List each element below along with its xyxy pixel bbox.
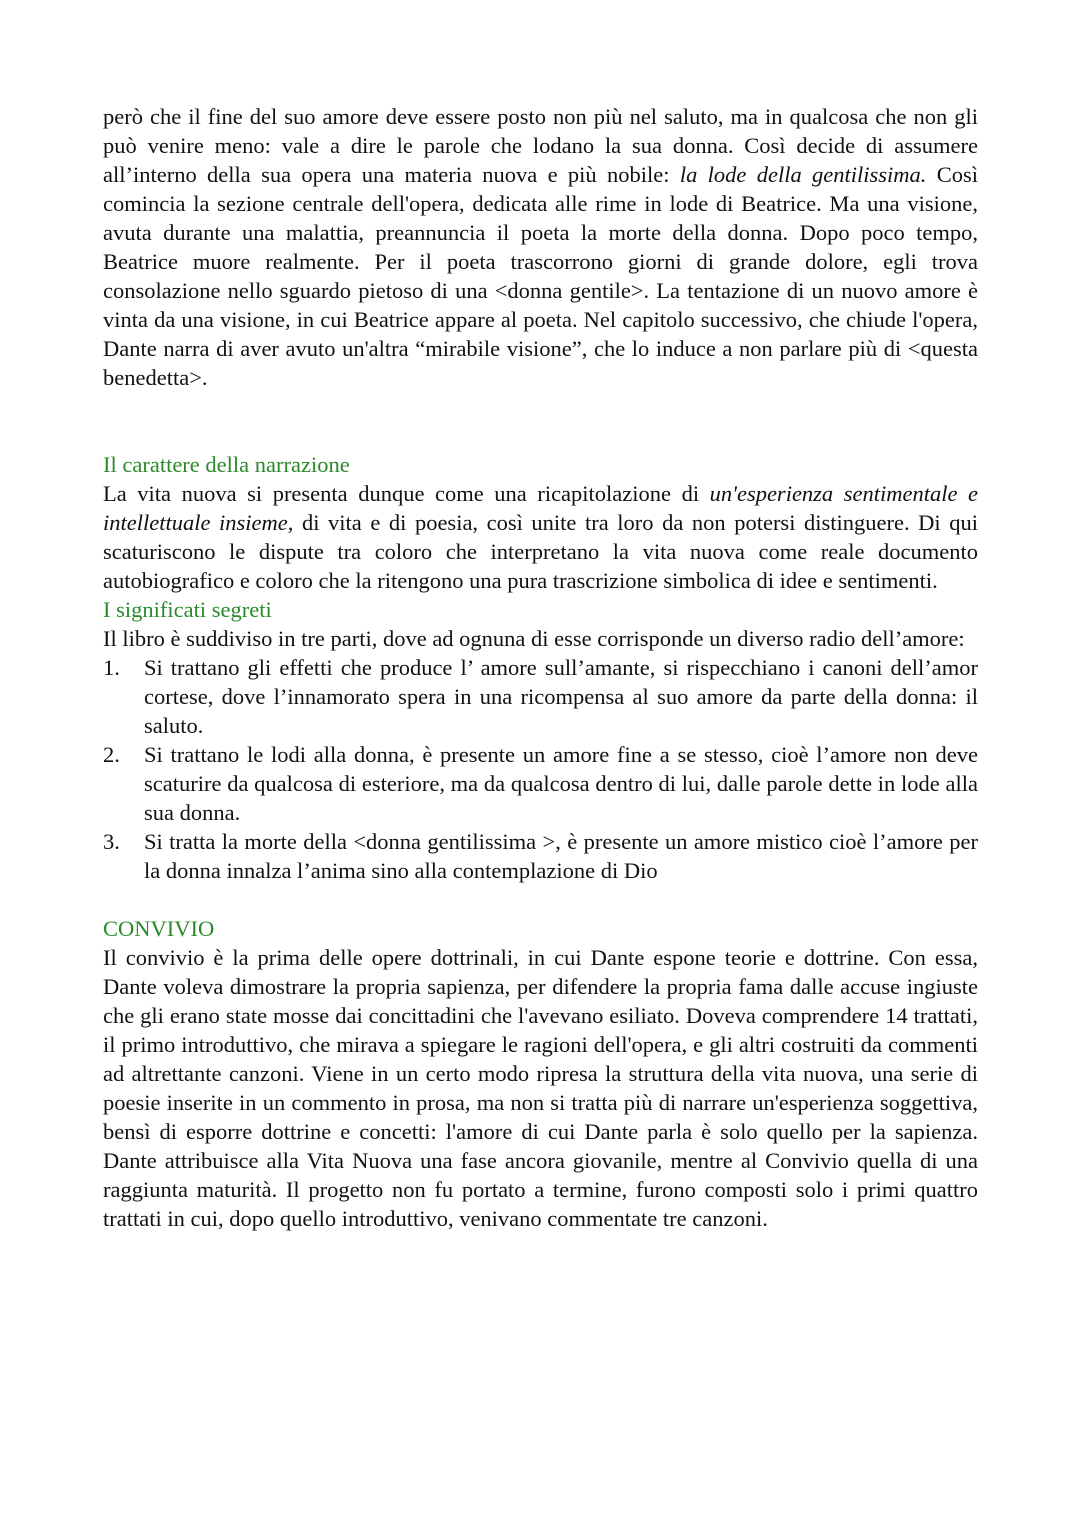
narrazione-italic-phrase: un'esperienza sentimentale e intellettuale insieme, [103, 481, 979, 535]
list-item [103, 653, 978, 740]
heading-significati: I significati segreti [103, 597, 272, 622]
heading-narrazione: Il carattere della narrazione [103, 452, 350, 477]
list-item-text: Si trattano le lodi alla donna, è presente un amore fine a se stesso, cioè l’amore non deve scaturire da qualcosa di esteriore, ma da qualcosa dentro di lui, dalle parole dette in lode alla sua donna. [144, 742, 978, 825]
list-item-text: Si tratta la morte della <donna gentilissima >, è presente un amore mistico cioè l’amore per la donna innalza l’anima sino alla contemplazione di Dio [144, 829, 978, 883]
section-spacer [103, 392, 978, 450]
section-spacer [103, 885, 978, 914]
heading-convivio: CONVIVIO [103, 916, 215, 941]
list-item-number: 2. [103, 742, 120, 767]
significati-intro: Il libro è suddiviso in tre parti, dove ad ognuna di esse corrisponde un diverso radio dell’amore: [103, 626, 965, 651]
intro-paragraph [103, 102, 978, 392]
list-item [103, 827, 978, 885]
convivio-paragraph: Il convivio è la prima delle opere dottrinali, in cui Dante espone teorie e dottrine. Con essa, Dante voleva dimostrare la propria sapienza, per difendere la propria fama dalle accuse ingiuste che gli erano state mosse dai concittadini che l'avevano esiliato. Doveva comprendere 14 trattati, il primo introduttivo, che mirava a spiegare le ragioni dell'opera, e gli altri costruiti da commenti ad altrettante canzoni. Viene in un certo modo ripresa la struttura della vita nuova, una serie di poesie inserite in un commento in prosa, ma non si tratta più di narrare un'esperienza soggettiva, bensì di esporre dottrine e concetti: l'amore di cui Dante parla è solo quello per la sapienza. Dante attribuisce alla Vita Nuova una fase ancora giovanile, mentre al Convivio quella di una raggiunta maturità. Il progetto non fu portato a termine, furono composti solo i primi quattro trattati in cui, dopo quello introduttivo, venivano commentate tre canzoni. [103, 945, 978, 1231]
narrazione-text-part2: di vita e di poesia, così unite tra loro da non potersi distinguere. Di qui scaturiscono le dispute tra coloro che interpretano la vita nuova come reale documento autobiografico e coloro che la ritengono una pura trascrizione simbolica di idee e sentimenti. [103, 510, 978, 593]
list-item-number: 1. [103, 655, 120, 680]
intro-text-part1: però che il fine del suo amore deve essere posto non più nel saluto, ma in qualcosa che non gli può venire meno: vale a dire le parole che lodano la sua donna. Così decide di assumere all’interno della sua opera una materia nuova e più nobile: [103, 104, 978, 187]
intro-italic-phrase: la lode della gentilissima. [679, 162, 927, 187]
intro-text-part2: Così comincia la sezione centrale dell'opera, dedicata alle rime in lode di Beatrice. Ma una visione, avuta durante una malattia, preannuncia il poeta la morte della donna. Dopo poco tempo, Beatrice muore realmente. Per il poeta trascorrono giorni di grande dolore, egli trova consolazione nello sguardo pietoso di una <donna gentile>. La tentazione di un nuovo amore è vinta da una visione, in cui Beatrice appare al poeta. Nel capitolo successivo, che chiude l'opera, Dante narra di aver avuto un'altra “mirabile visione”, che lo induce a non parlare più di <questa benedetta>. [103, 162, 979, 390]
narrazione-text-part1: La vita nuova si presenta dunque come una ricapitolazione di [103, 481, 710, 506]
narrazione-paragraph [103, 479, 978, 595]
list-item [103, 740, 978, 827]
list-item-number: 3. [103, 829, 120, 854]
document-page [103, 102, 978, 1233]
list-item-text: Si trattano gli effetti che produce l’ amore sull’amante, si rispecchiano i canoni dell’amor cortese, dove l’innamorato spera in una ricompensa al suo amore da parte della donna: il saluto. [144, 655, 978, 738]
significati-list [103, 653, 978, 885]
